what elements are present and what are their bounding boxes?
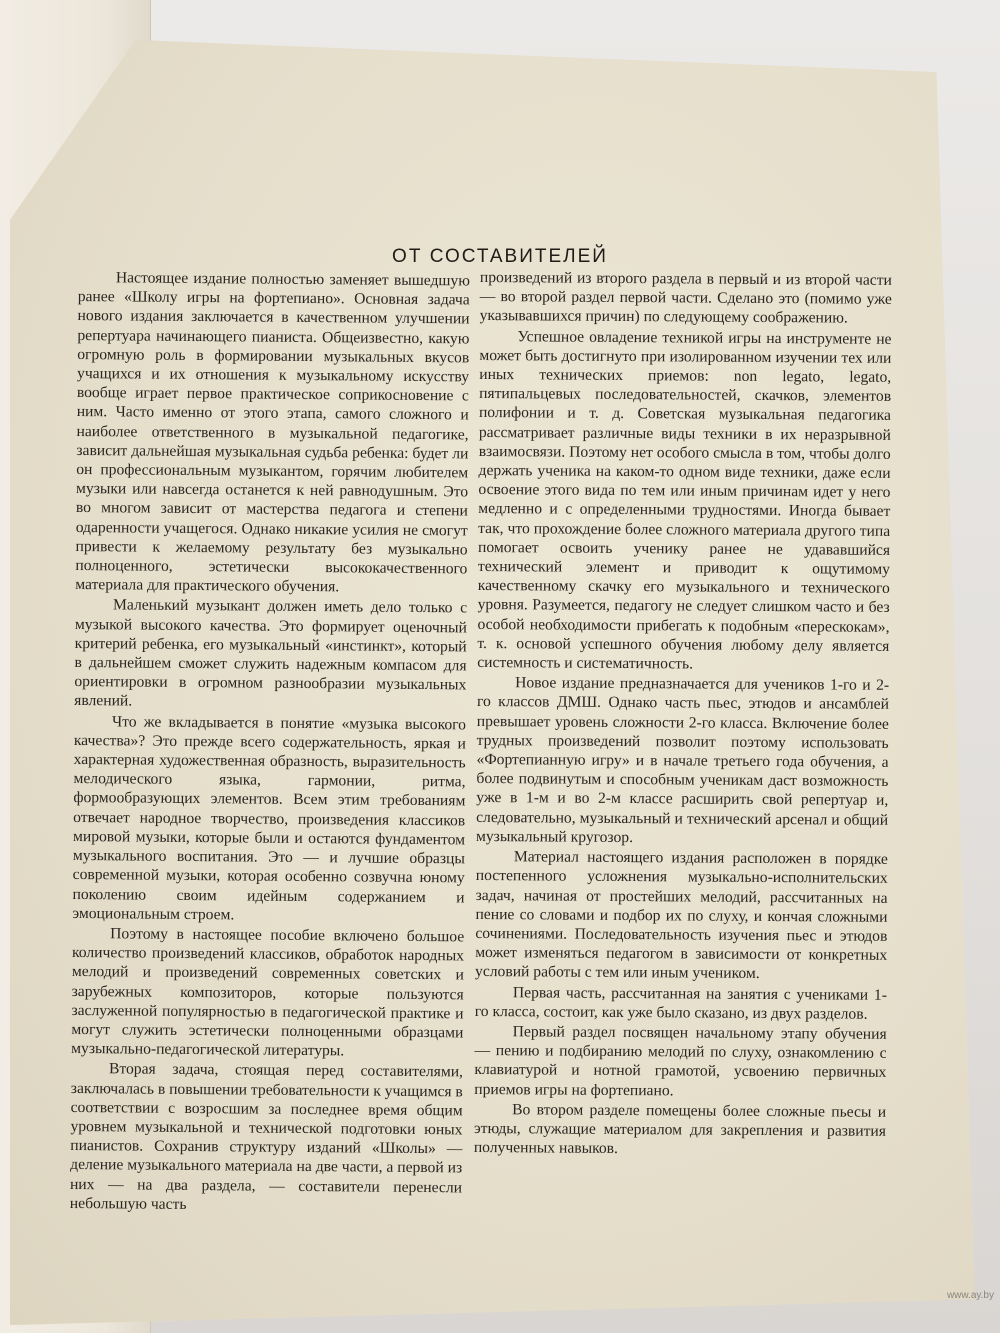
paragraph-continuation: произведений из второго раздела в первый и из второй части — во второй раздел первой части. Сделано это (помимо уже указывавшихся причин) по следующему соображению. — [479, 268, 892, 327]
right-column — [474, 268, 892, 1161]
paragraph: Материал настоящего издания расположен в порядке постепенного усложнения музыкально-исполнительских задач, начиная от простейших мелодий, рассчитанных на пение со словами и подбор их по слуху, и кончая сложными сочинениями. Последовательность изучения пьес и этюдов может изменяться педагогом в зависимости от конкретных условий работы с тем или иным учеником. — [475, 848, 888, 983]
left-column — [70, 268, 470, 1217]
paragraph: Во втором разделе помещены более сложные пьесы и этюды, служащие материалом для закрепления и развития полученных навыков. — [473, 1100, 887, 1158]
watermark: www.ay.by — [946, 1290, 994, 1301]
page-title: ОТ СОСТАВИТЕЛЕЙ — [392, 246, 608, 267]
paragraph: Первый раздел посвящен начальному этапу обучения — пению и подбиранию мелодий по слуху, ознакомлению с клавиатурой и нотной грамотой, усвоению первичных приемов игры на фортепиано. — [474, 1023, 887, 1099]
paragraph: Новое издание предназначается для учеников 1-го и 2-го классов ДМШ. Однако часть пьес, этюдов и ансамблей превышает уровень сложности 2-го класса. Включение более трудных произведений позволит поэтому использовать «Фортепианную игру» и в начале третьего года обучения, а более подвинутым и способным ученикам даст возможность уже в 1-м и во 2-м классе расширить свой репертуар и, следовательно, музыкальный и технический арсенал и общий музыкальный кругозор. — [475, 674, 890, 846]
paragraph: Первая часть, рассчитанная на занятия с учениками 1-го класса, состоит, как уже было сказано, из двух разделов. — [474, 983, 887, 1023]
paragraph: Маленький музыкант должен иметь дело только с музыкой высокого качества. Это формирует оценочный критерий ребенка, его музыкальный «инстинкт», который в дальнейшем сможет служить надежным компасом для ориентировки в огромном разнообразии музыкальных явлений. — [74, 596, 468, 710]
paragraph: Настоящее издание полностью заменяет вышедшую ранее «Школу игры на фортепиано». Основная задача нового издания заключается в качественном улучшении репертуара начинающего пианиста. Общеизвестно, какую огромную роль в формировании музыкальных вкусов учащихся и их отношения к музыкальному искусству вообще играет первое практическое соприкосновение с ним. Часто именно от этого этапа, самого сложного и наиболее ответственного в музыкальной педагогике, зависит дальнейшая музыкальная судьба ребенка: будет ли он профессиональным музыкантом, горячим любителем музыки или навсегда останется к ней равнодушным. Это во многом зависит от мастерства педагога и степени одаренности учащегося. Однако никакие усилия не смогут привести к желаемому результату без музыкально полноценного, эстетически высококачественного материала для практического обучения. — [75, 269, 470, 596]
paragraph: Вторая задача, стоящая перед составителями, заключалась в повышении требовательности к учащимся в соответствии с возросшим за последнее время общим уровнем музыкальной и технической подготовки юных пианистов. Сохранив структуру изданий «Школы» — деление музыкального материала на две части, а первой из них — на два раздела, — составители перенесли небольшую часть — [69, 1060, 464, 1213]
paragraph: Успешное овладение техникой игры на инструменте не может быть достигнуто при изолированном изучении тех или иных технических приемов: non legato, legato, пятипальцевых последовательностей, скачков, элементов полифонии и т. д. Советская музыкальная педагогика рассматривает различные виды техники в их неразрывной взаимосвязи. Поэтому нет особого смысла в том, чтобы долго держать ученика на каком-то одном виде техники, даже если освоение этого вида по тем или иным причинам идет у него медленно и с определенными трудностями. Иногда бывает так, что прохождение более сложного материала другого типа помогает освоить ученику ранее не удававшийся технический элемент и приводит к ощутимому качественному скачку его музыкального и технического уровня. Разумеется, педагогу не следует слишком часто и без особой необходимости прибегать к подобным «перескокам», т. к. основой успешного обучения любому делу является системность и систематичность. — [477, 327, 892, 673]
paragraph: Поэтому в настоящее пособие включено большое количество произведений классиков, обработок народных мелодий и произведений современных советских и зарубежных композиторов, которые пользуются заслуженной популярностью в педагогической практике и могут служить эстетически полноценными образцами музыкально-педагогической литературы. — [71, 925, 465, 1060]
paragraph: Что же вкладывается в понятие «музыка высокого качества»? Это прежде всего содержательность, яркая и характерная художественная образность, выразительность мелодического языка, гармонии, ритма, формообразующих элементов. Всем этим требованиям отвечает народное творчество, произведения классиков мировой музыки, которые были и остаются фундаментом музыкального воспитания. Это — и лучшие образцы современной музыки, которая особенно созвучна юному поколению своим идейным содержанием и эмоциональным строем. — [72, 712, 467, 924]
